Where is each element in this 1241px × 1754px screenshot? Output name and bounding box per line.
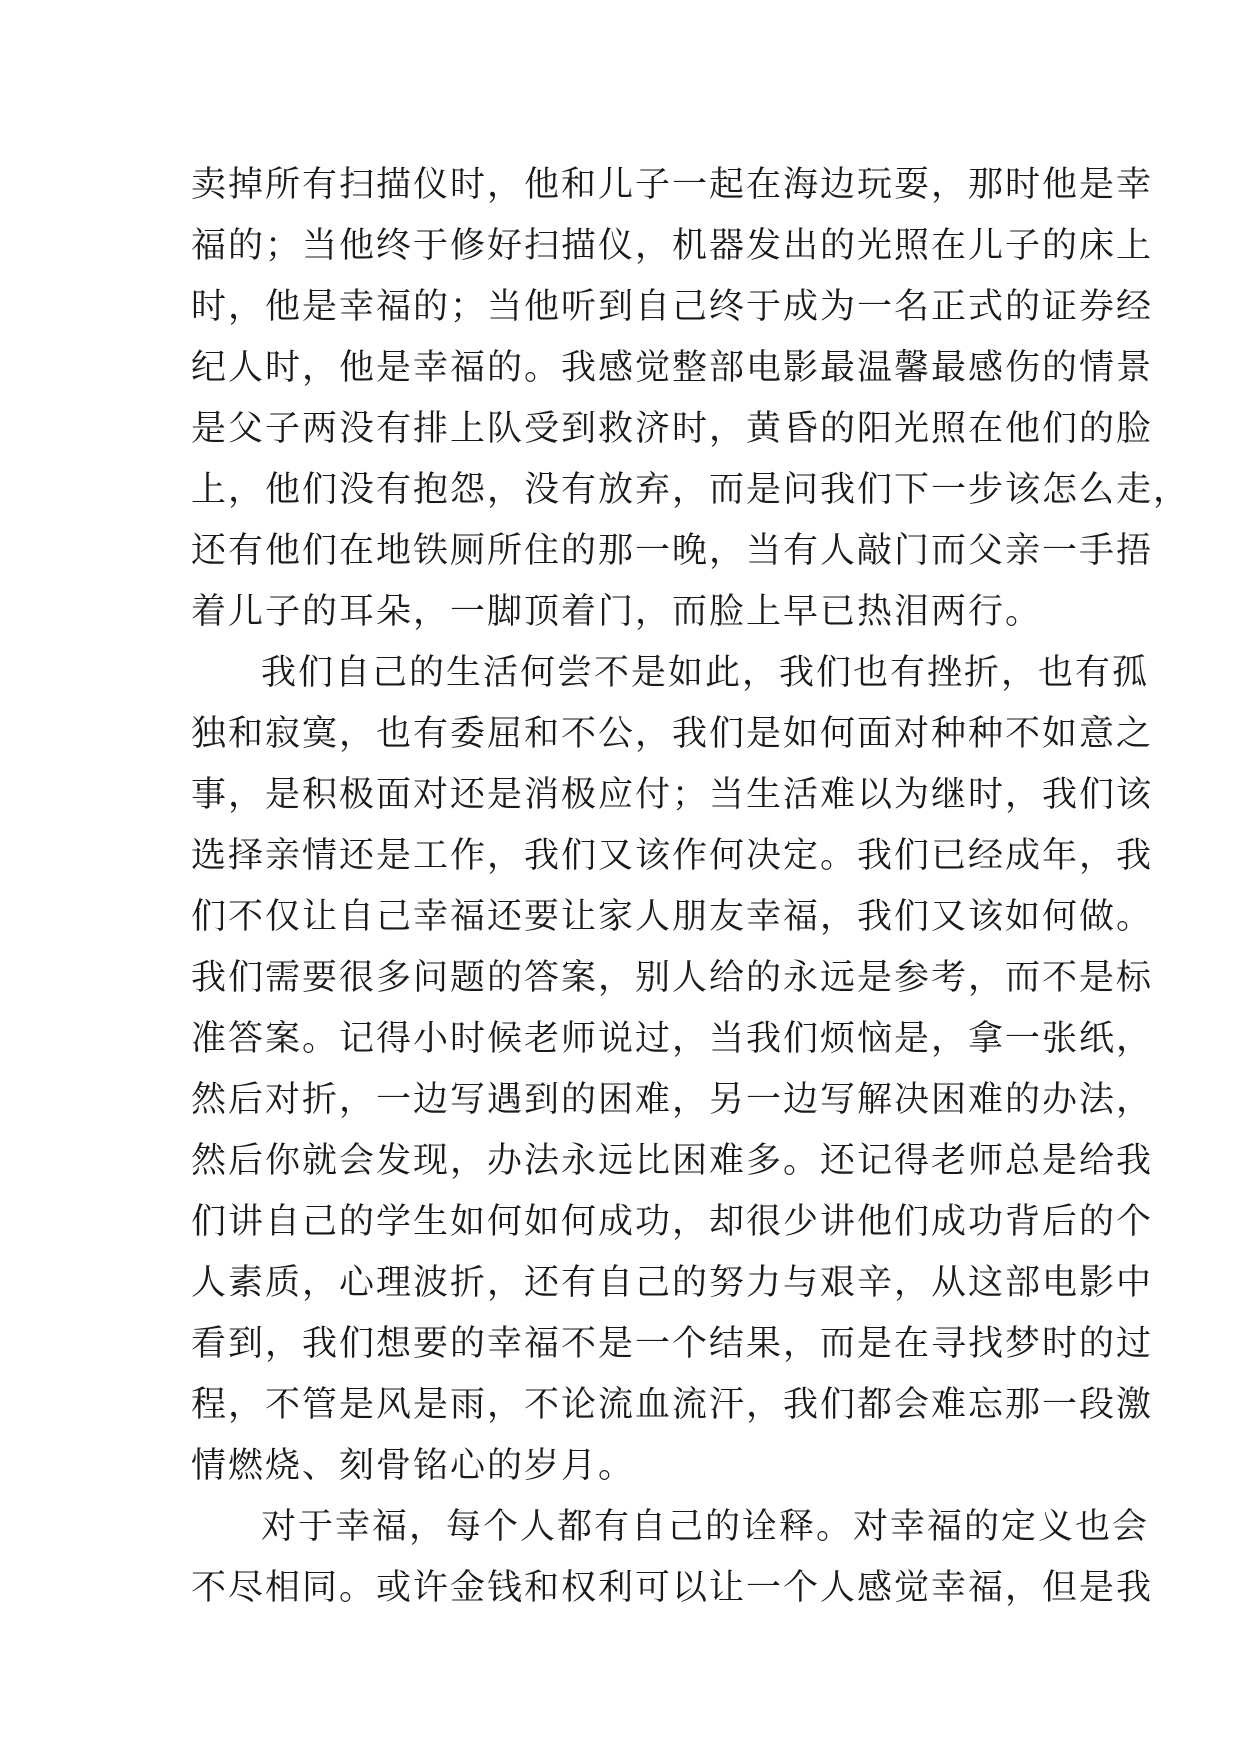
paragraph-line: 我们需要很多问题的答案，别人给的永远是参考，而不是标: [191, 958, 1154, 998]
paragraph-line: 准答案。记得小时候老师说过，当我们烦恼是，拿一张纸，: [191, 1019, 1154, 1059]
paragraph-2: [191, 643, 1154, 1497]
paragraph-line: 情燃烧、刻骨铭心的岁月。: [191, 1446, 636, 1486]
paragraph-line: 还有他们在地铁厕所住的那一晚，当有人敲门而父亲一手捂: [191, 531, 1154, 571]
body-text: [191, 155, 1191, 1619]
paragraph-line: 事，是积极面对还是消极应付；当生活难以为继时，我们该: [191, 775, 1154, 815]
paragraph-line: 然后对折，一边写遇到的困难，另一边写解决困难的办法，: [191, 1080, 1154, 1120]
paragraph-line: 们讲自己的学生如何如何成功，却很少讲他们成功背后的个: [191, 1202, 1154, 1242]
paragraph-line: 上，他们没有抱怨，没有放弃，而是问我们下一步该怎么走，: [191, 470, 1191, 510]
paragraph-line: 卖掉所有扫描仪时，他和儿子一起在海边玩耍，那时他是幸: [191, 165, 1154, 205]
paragraph-line: 程，不管是风是雨，不论流血流汗，我们都会难忘那一段激: [191, 1385, 1154, 1425]
paragraph-line: 我们自己的生活何尝不是如此，我们也有挫折，也有孤: [261, 653, 1150, 693]
paragraph-line: 时，他是幸福的；当他听到自己终于成为一名正式的证券经: [191, 287, 1154, 327]
paragraph-line: 然后你就会发现，办法永远比困难多。还记得老师总是给我: [191, 1141, 1154, 1181]
paragraph-line: 着儿子的耳朵，一脚顶着门，而脸上早已热泪两行。: [191, 592, 1043, 632]
paragraph-line: 纪人时，他是幸福的。我感觉整部电影最温馨最感伤的情景: [191, 348, 1154, 388]
paragraph-line: 人素质，心理波折，还有自己的努力与艰辛，从这部电影中: [191, 1263, 1154, 1303]
paragraph-line: 独和寂寞，也有委屈和不公，我们是如何面对种种不如意之: [191, 714, 1154, 754]
paragraph-line: 看到，我们想要的幸福不是一个结果，而是在寻找梦时的过: [191, 1324, 1154, 1364]
paragraph-line: 是父子两没有排上队受到救济时，黄昏的阳光照在他们的脸: [191, 409, 1154, 449]
paragraph-line: 福的；当他终于修好扫描仪，机器发出的光照在儿子的床上: [191, 226, 1154, 266]
paragraph-line: 不尽相同。或许金钱和权利可以让一个人感觉幸福，但是我: [191, 1568, 1154, 1608]
paragraph-line: 对于幸福，每个人都有自己的诠释。对幸福的定义也会: [261, 1507, 1150, 1547]
paragraph-1: [191, 155, 1191, 643]
paragraph-line: 选择亲情还是工作，我们又该作何决定。我们已经成年，我: [191, 836, 1154, 876]
paragraph-line: 们不仅让自己幸福还要让家人朋友幸福，我们又该如何做。: [191, 897, 1154, 937]
paragraph-3: [191, 1497, 1154, 1619]
